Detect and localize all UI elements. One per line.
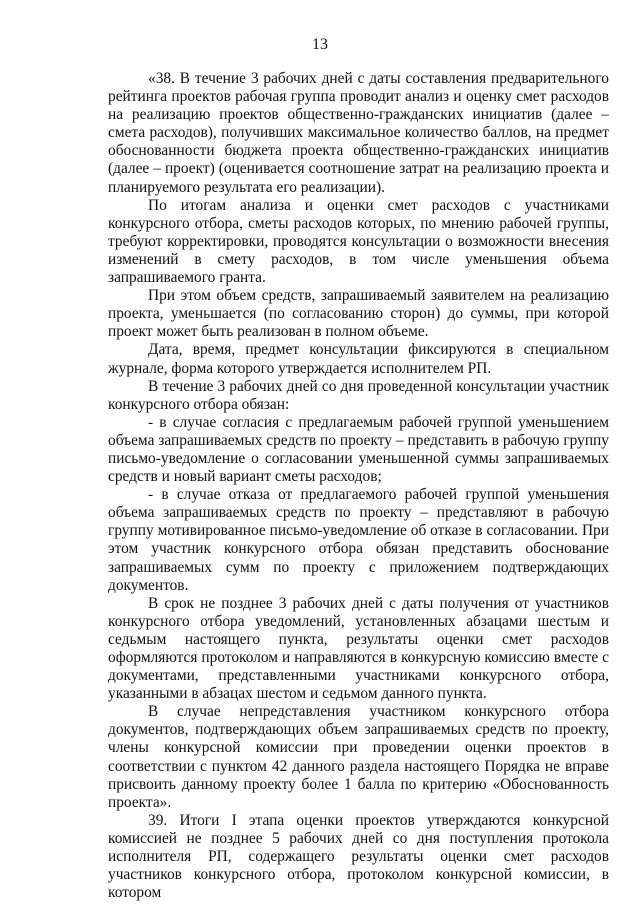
paragraph-consultations: По итогам анализа и оценки смет расходов с участниками конкурсного отбора, сметы расходов которых, по мнению рабочей группы, требуют корректировки, проводятся консультации о возможности внесения изменений в смету расходов, в том числе уменьшения объема запрашиваемого гранта. [108,196,609,287]
paragraph-consultation-journal: Дата, время, предмет консультации фиксируются в специальном журнале, форма которого утверждается исполнителем РП. [108,341,609,377]
paragraph-refusal-case: - в случае отказа от предлагаемого рабочей группой уменьшения объема запрашиваемых средств по проекту – представляют в рабочую группу мотивированное письмо-уведомление об отказе в согласовании. При этом участник конкурсного отбора обязан представить обоснование запрашиваемых сумм по проекту с приложением подтверждающих документов. [108,486,609,594]
paragraph-clause-39: 39. Итоги I этапа оценки проектов утверждаются конкурсной комиссией не позднее 5 рабочих дней со дня поступления протокола исполнителя РП, содержащего результаты оценки смет расходов участников конкурсного отбора, протоколом конкурсной комиссии, в котором [108,811,609,902]
paragraph-agreement-case: - в случае согласия с предлагаемым рабочей группой уменьшением объема запрашиваемых средств по проекту – представить в рабочую группу письмо-уведомление о согласовании уменьшенной суммы запрашиваемых средств и новый вариант сметы расходов; [108,413,609,486]
page-number: 13 [312,36,328,53]
paragraph-participant-obligations: В течение 3 рабочих дней со дня проведенной консультации участник конкурсного отбора обязан: [108,377,609,413]
paragraph-protocol-deadline: В срок не позднее 3 рабочих дней с даты получения от участников конкурсного отбора уведомлений, установленных абзацами шестым и седьмым настоящего пункта, результаты оценки смет расходов оформляются протоколом и направляются в конкурсную комиссию вместе с документами, представленными участниками конкурсного отбора, указанными в абзацах шестом и седьмом данного пункта. [108,594,609,703]
document-body [108,70,609,902]
paragraph-clause-38-intro: «38. В течение 3 рабочих дней с даты составления предварительного рейтинга проектов рабочая группа проводит анализ и оценку смет расходов на реализацию проектов общественно-гражданских инициатив (далее – смета расходов), получивших максимальное количество баллов, на предмет обоснованности бюджета проекта общественно-гражданских инициатив (далее – проект) (оценивается соотношение затрат на реализацию проекта и планируемого результата его реализации). [108,70,609,196]
paragraph-amount-reduction: При этом объем средств, запрашиваемый заявителем на реализацию проекта, уменьшается (по согласованию сторон) до суммы, при которой проект может быть реализован в полном объеме. [108,287,609,341]
paragraph-non-submission: В случае непредставления участником конкурсного отбора документов, подтверждающих объем запрашиваемых средств по проекту, члены конкурсной комиссии при проведении оценки проектов в соответствии с пунктом 42 данного раздела настоящего Порядка не вправе присвоить данному проекту более 1 балла по критерию «Обоснованность проекта». [108,703,609,811]
